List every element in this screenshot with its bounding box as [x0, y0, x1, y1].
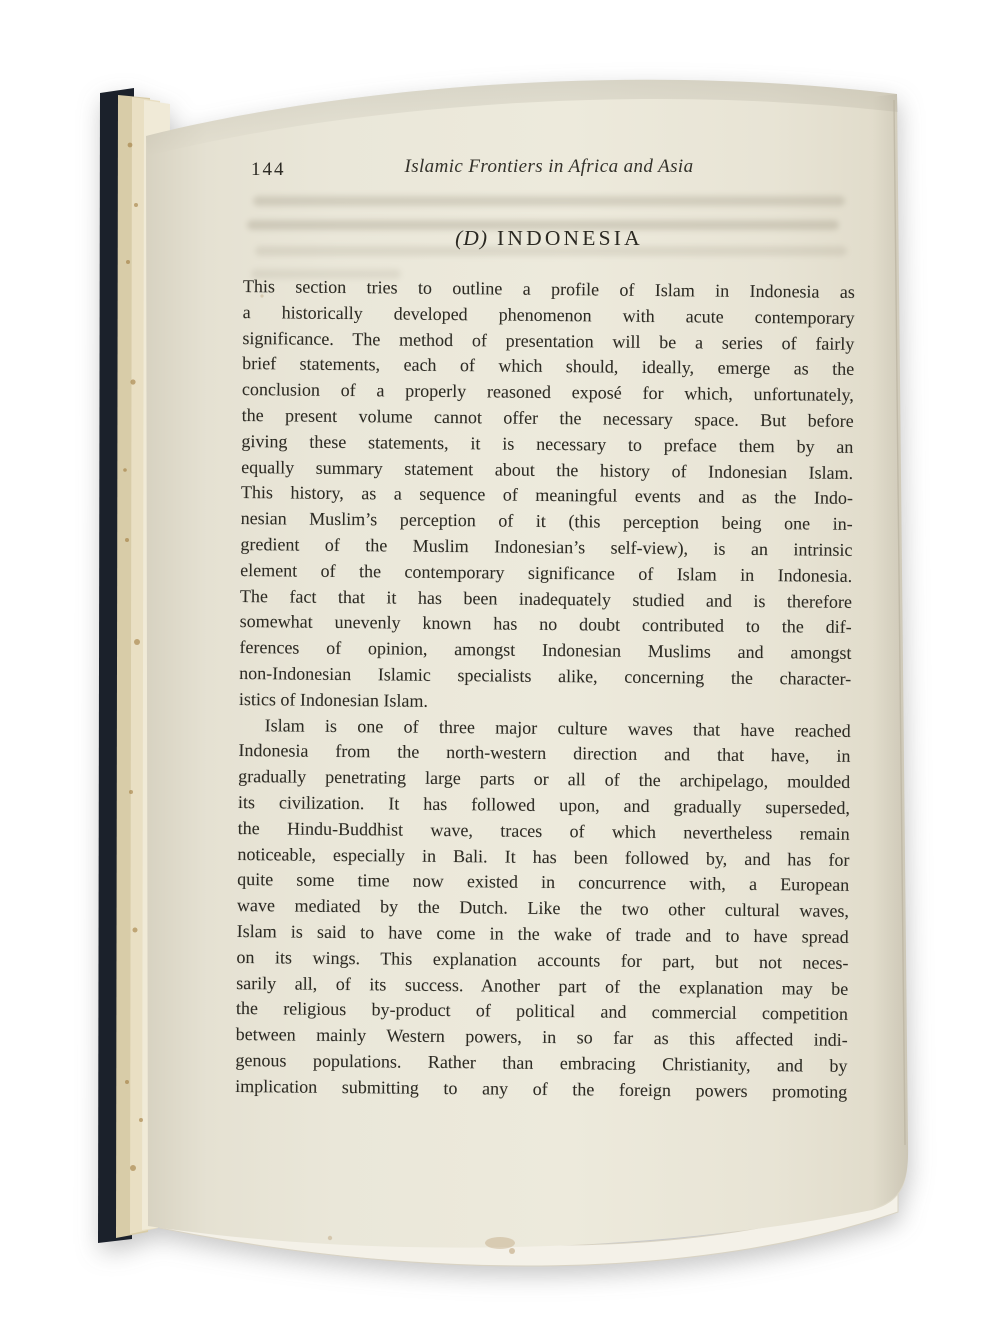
- text-line: somewhat unevenly known has no doubt contributed to the dif-: [239, 611, 852, 638]
- section-letter: (D): [455, 226, 488, 250]
- running-head: Islamic Frontiers in Africa and Asia: [404, 156, 694, 177]
- text-line: istics of Indonesian Islam.: [238, 688, 428, 711]
- body-text: [235, 274, 855, 1105]
- text-line: its civilization. It has followed upon, and gradually superseded,: [237, 791, 851, 818]
- text-line: This history, as a sequence of meaningful events and as the Indo-: [240, 482, 853, 509]
- text-line: significance. The method of presentation will be a series of fairly: [242, 327, 855, 354]
- text-line: sarily all, of its success. Another part of the explanation may be: [236, 972, 849, 999]
- page-header: [243, 150, 855, 180]
- text-line: genous populations. Rather than embracing Christianity, and by: [235, 1049, 848, 1076]
- text-line: quite some time now existed in concurrence with, a European: [237, 869, 850, 896]
- text-line: non-Indonesian Islamic specialists alike, concerning the character-: [239, 662, 852, 689]
- book-page-content: [235, 150, 855, 1102]
- section-heading: [243, 226, 855, 251]
- text-line: Islam is said to have come in the wake of trade and to have spread: [236, 920, 849, 947]
- text-line: gredient of the Muslim Indonesian’s self-view), is an intrinsic: [240, 533, 853, 560]
- text-line: between mainly Western powers, in so far as this affected indi-: [235, 1024, 848, 1050]
- text-line: nesian Muslim’s perception of it (this perception being one in-: [240, 508, 853, 535]
- text-line: brief statements, each of which should, ideally, emerge as the: [242, 353, 855, 380]
- paragraph: [239, 274, 855, 718]
- text-line: on its wings. This explanation accounts for part, but not neces-: [236, 946, 849, 973]
- section-title: INDONESIA: [497, 226, 643, 250]
- text-line: giving these statements, it is necessary to preface them by an: [241, 430, 854, 457]
- text-line: the religious by-product of political and commercial competition: [235, 998, 849, 1025]
- text-line: conclusion of a properly reasoned exposé for which, unfortunately,: [241, 379, 854, 406]
- text-line: the Hindu-Buddhist wave, traces of which nevertheless remain: [237, 817, 850, 844]
- paragraph: [235, 713, 851, 1106]
- text-line: gradually penetrating large parts or all of the archipelago, moulded: [238, 766, 851, 792]
- page-right-shade: [872, 94, 908, 1208]
- text-line: This section tries to outline a profile of Islam in Indonesia as: [242, 275, 855, 302]
- text-line: wave mediated by the Dutch. Like the two other cultural waves,: [236, 895, 850, 921]
- text-line: the present volume cannot offer the necessary space. But before: [241, 404, 854, 431]
- text-line: implication submitting to any of the foreign powers promoting: [235, 1075, 848, 1102]
- page-number: 144: [251, 159, 286, 180]
- text-line: Indonesia from the north-western direction and that have, in: [238, 740, 851, 767]
- text-line: a historically developed phenomenon with acute contemporary: [242, 301, 855, 328]
- text-line: Islam is one of three major culture waves that have reached: [264, 714, 851, 741]
- text-line: The fact that it has been inadequately studied and is therefore: [239, 585, 852, 612]
- text-line: element of the contemporary significance of Islam in Indonesia.: [240, 559, 853, 586]
- text-line: equally summary statement about the history of Indonesian Islam.: [241, 456, 854, 483]
- text-line: ferences of opinion, amongst Indonesian Muslims and amongst: [239, 637, 852, 664]
- show-through-line: [253, 196, 845, 206]
- text-line: noticeable, especially in Bali. It has been followed by, and has for: [237, 843, 850, 870]
